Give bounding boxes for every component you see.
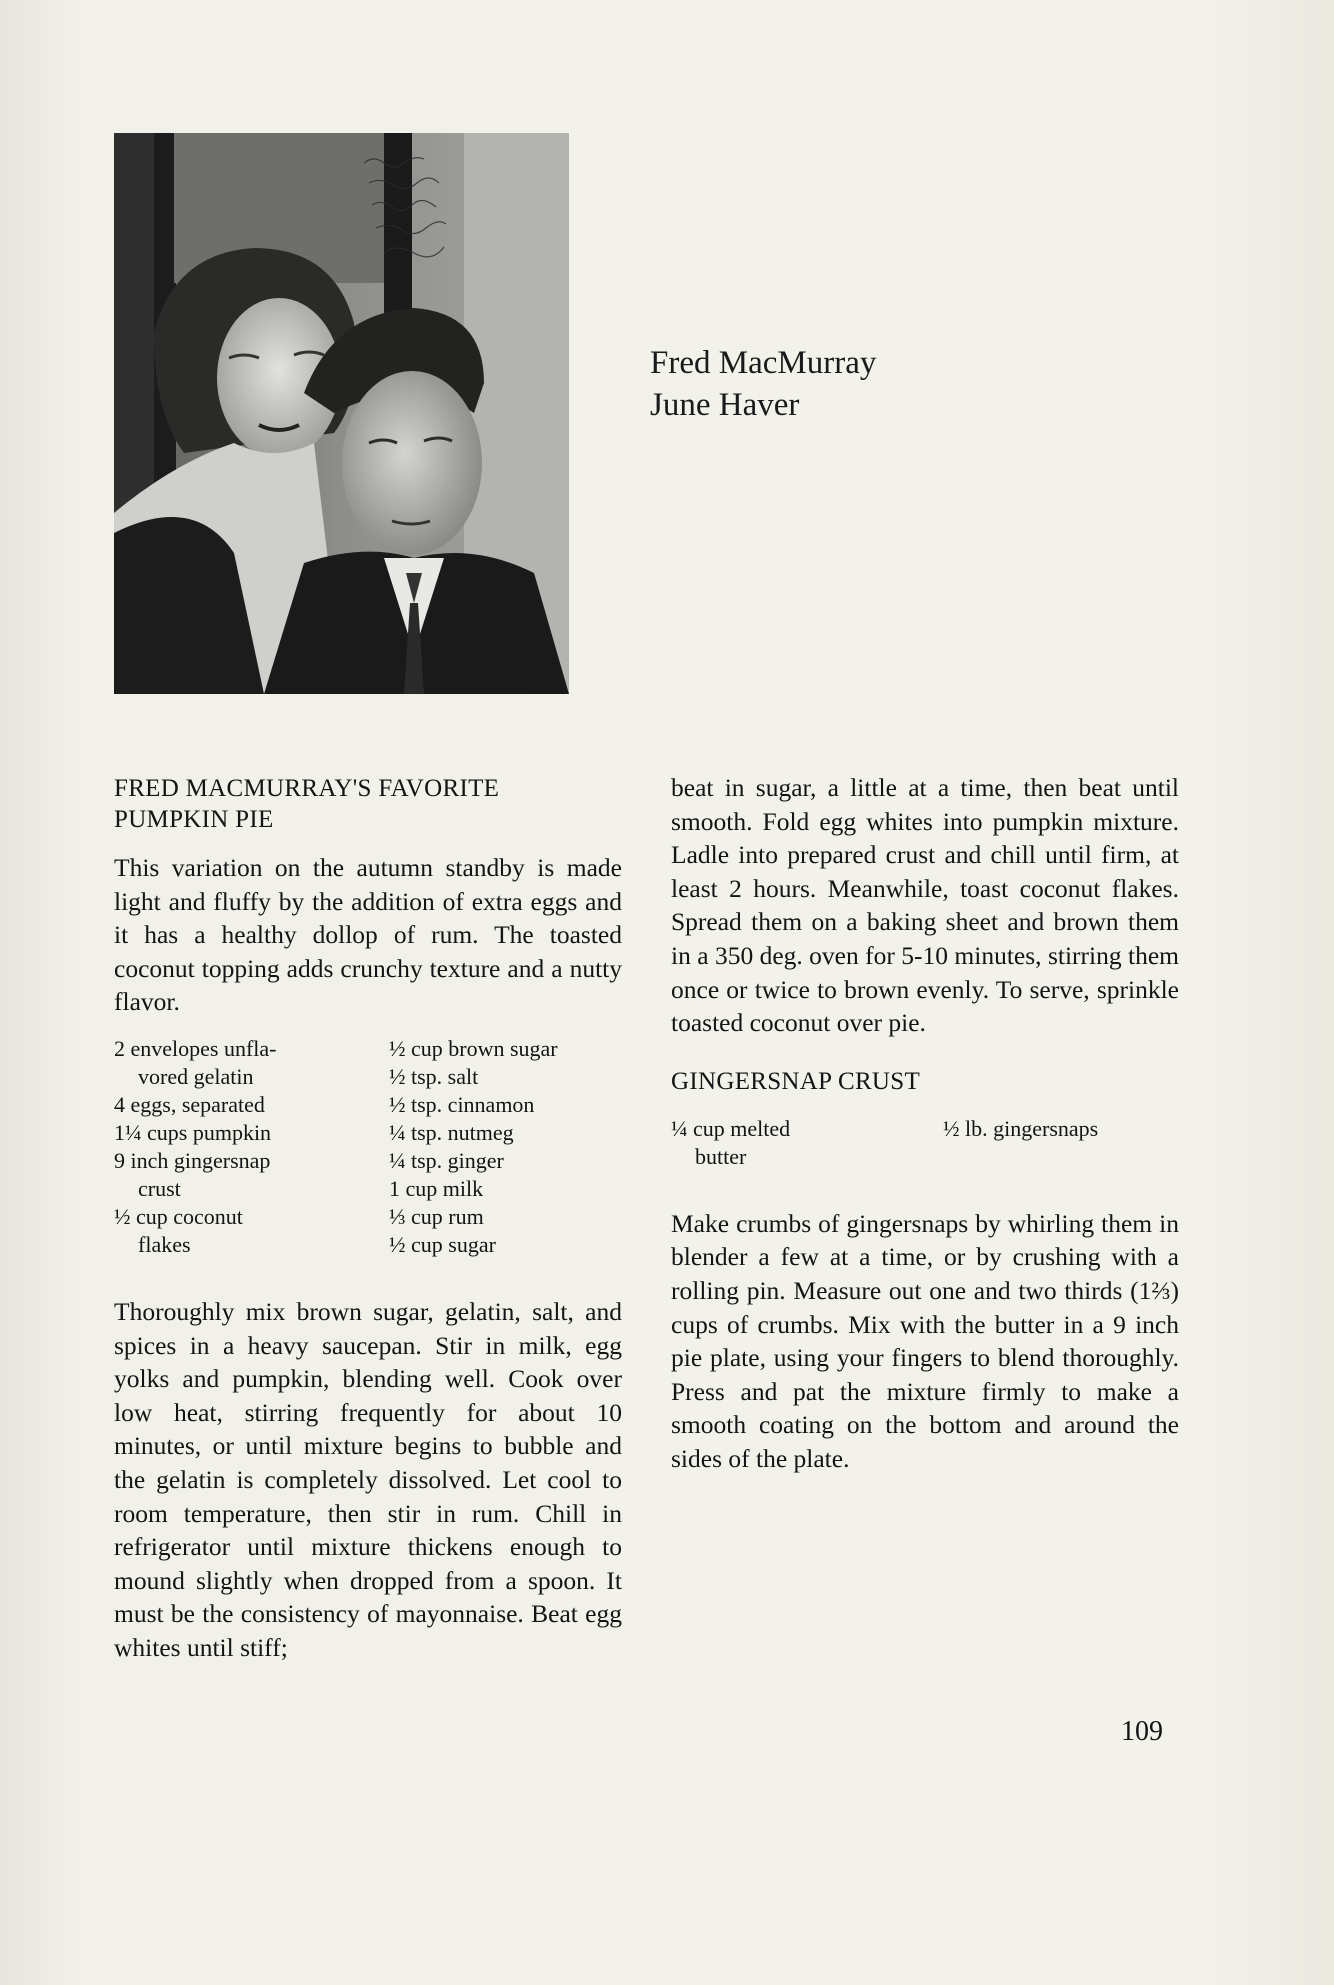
ingredient: 4 eggs, separated — [114, 1091, 265, 1117]
crust-ingredients-right — [943, 1115, 1183, 1143]
recipe-method-continued: beat in sugar, a little at a time, then beat until smooth. Fold egg whites into pumpkin mixture. Ladle into prepared crust and chill until firm, at least 2 hours. Meanwhile, toast coconut flakes. Spread them on a baking sheet and brown them in a 350 deg. oven for 5-10 minutes, stirring them once or twice to brown evenly. To serve, sprinkle toasted coconut over pie. — [671, 773, 1179, 1038]
ingredient: ½ tsp. salt — [389, 1063, 479, 1089]
ingredients-list — [114, 1035, 622, 1265]
ingredient: ¼ tsp. nutmeg — [389, 1119, 514, 1145]
ingredient: 2 envelopes unfla- — [114, 1035, 277, 1061]
ingredient: ½ lb. gingersnaps — [943, 1115, 1099, 1141]
crust-ingredients — [671, 1115, 1179, 1179]
ingredient: ¼ tsp. ginger — [389, 1147, 504, 1173]
name-line: June Haver — [650, 387, 800, 423]
right-column — [671, 771, 1179, 1476]
page-number: 109 — [1121, 1716, 1163, 1747]
portrait-photo — [114, 133, 569, 694]
ingredient: 1 cup milk — [389, 1175, 484, 1201]
crust-ingredients-left — [671, 1115, 921, 1171]
ingredient: crust — [138, 1175, 181, 1201]
recipe-title-line: FRED MACMURRAY'S FAVORITE — [114, 775, 500, 802]
recipe-method: Thoroughly mix brown sugar, gelatin, salt, and spices in a heavy saucepan. Stir in milk, egg yolks and pumpkin, blending well. Cook over low heat, stirring frequently for about 10 minutes, or until mixture begins to bubble and the gelatin is completely dissolved. Let cool to room temperature, then stir in rum. Chill in refrigerator until mixture thickens enough to mound slightly when dropped from a spoon. It must be the consistency of mayonnaise. Beat egg whites until stiff; — [114, 1296, 622, 1662]
crust-title: GINGERSNAP CRUST — [671, 1067, 921, 1095]
ingredient: flakes — [138, 1231, 191, 1257]
recipe-title-line: PUMPKIN PIE — [114, 806, 274, 833]
ingredient: ½ cup coconut — [114, 1203, 243, 1229]
recipe-intro: This variation on the autumn standby is made light and fluffy by the addition of extra eggs and it has a healthy dollop of rum. The toasted coconut topping adds crunchy texture and a nutty flavor. — [114, 853, 622, 1017]
ingredient: 9 inch gingersnap — [114, 1147, 271, 1173]
ingredient: 1¼ cups pumpkin — [114, 1119, 272, 1145]
ingredient: ¼ cup melted — [671, 1115, 791, 1141]
recipe-title — [114, 773, 622, 835]
ingredient: ½ cup brown sugar — [389, 1035, 558, 1061]
ingredient: butter — [695, 1143, 747, 1169]
celebrity-names — [650, 342, 876, 426]
name-line: Fred MacMurray — [650, 345, 877, 381]
left-column — [114, 773, 622, 1665]
ingredient: ½ tsp. cinnamon — [389, 1091, 535, 1117]
crust-method: Make crumbs of gingersnaps by whirling them in blender a few at a time, or by crushing with a rolling pin. Measure out one and two thirds (1⅔) cups of crumbs. Mix with the butter in a 9 inch pie plate, using your fingers to blend thoroughly. Press and pat the mixture firmly to make a smooth coating on the bottom and around the sides of the plate. — [671, 1208, 1179, 1473]
ingredient: ½ cup sugar — [389, 1231, 496, 1257]
ingredient: ⅓ cup rum — [389, 1203, 484, 1229]
ingredients-right-column — [389, 1035, 629, 1259]
ingredient: vored gelatin — [138, 1063, 254, 1089]
ingredients-left-column — [114, 1035, 364, 1259]
